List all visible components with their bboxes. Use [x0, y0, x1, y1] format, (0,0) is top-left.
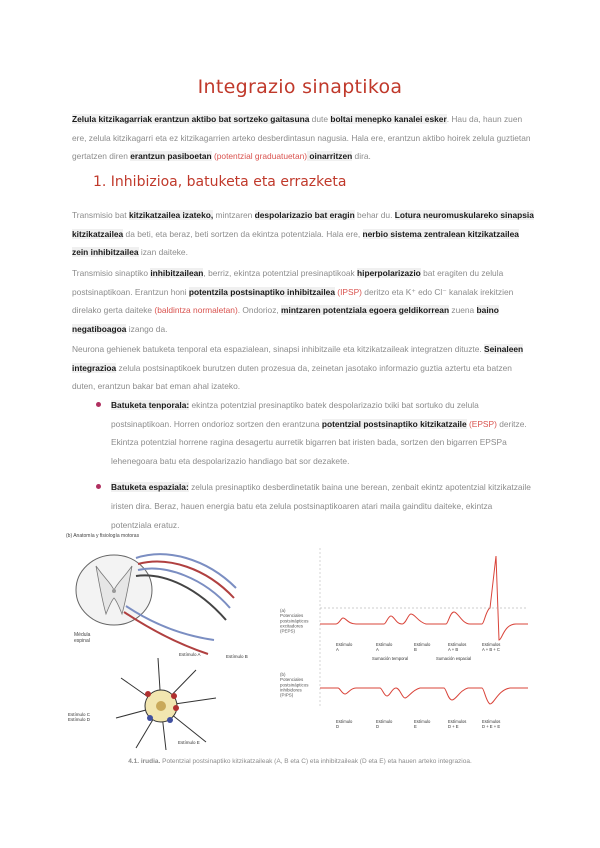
p1-bold-1: kitzikatzailea izateko,: [128, 210, 214, 220]
intro-text-2: . Hau da, haun zuen ere, zelula kitzikagarri eta ez kitzikagarrien arteko desberdintasun nagusia. Hala ere, erantzun aktibo hoirek zelula guztietan gertatzen diren: [72, 114, 531, 162]
bullet-list: [96, 396, 532, 542]
p1-text-3: behar du.: [354, 210, 395, 220]
intro-red: (potentzial graduatuetan): [211, 151, 308, 162]
p2-bold-2: hiperpolarizazio: [357, 268, 421, 278]
bullet-item-spatial: [96, 478, 532, 534]
bullet-1-bold-1: Batuketa tenporala:: [111, 400, 190, 410]
intro-bold-4: oinarritzen: [307, 151, 353, 162]
stim-de-label: Estímulos D + E: [448, 719, 467, 729]
stimulus-b-label: Estímulo B: [226, 654, 248, 659]
stimulus-cd-label: Estímulo C Estímulo D: [68, 712, 91, 723]
stim-d2-label: Estímulo D: [376, 719, 393, 729]
caption-text: Potentzial postsinaptiko kitzikatzaileak (A, B eta C) eta inhibitzaileak (D eta E) eta hauen arteko integrazioa.: [160, 758, 472, 765]
p1-bold-4: nerbio sistema zentralean kitzikatzailea zein inhibitzailea: [72, 228, 519, 258]
stim-a-label: Estímulo A: [336, 642, 353, 652]
bullet-2-bold-1: Batuketa espaziala:: [111, 482, 189, 493]
caption-number: 4.1. irudia.: [128, 758, 161, 765]
p2-text-5: . Ondorioz,: [237, 305, 282, 316]
p2-text-2: , berriz, ekintza potentzial presinaptikoak: [203, 268, 358, 278]
bullet-dot-icon: [96, 402, 101, 407]
intro-bold-1: Zelula kitzikagarriak erantzun aktibo bat sortzeko gaitasuna: [72, 114, 310, 124]
spinal-cord-figure: [66, 528, 276, 754]
sum-temporal-label: Sumación temporal: [372, 656, 409, 661]
p1-bold-3: Lotura neuromuskulareko sinapsia kitzikatzailea: [72, 210, 534, 239]
p2-text-4: deritzo eta K⁺ edo Cl⁻ kanalak irekitzien direlako gerta daiteke: [72, 286, 514, 316]
p1-text-5: izan daiteke.: [138, 247, 188, 258]
bullet-1-red: (EPSP): [466, 418, 497, 429]
ipsp-trace: [320, 688, 528, 704]
stim-b-label: Estímulo B: [414, 642, 431, 652]
stim-abc-label: Estímulos A + B + C: [482, 642, 501, 652]
p2-text-7: izango da.: [126, 323, 168, 334]
intro-text-3: dira.: [352, 151, 371, 162]
stimulus-e-label: Estímulo E: [178, 740, 200, 745]
stim-e-label: Estímulo E: [414, 719, 431, 729]
neuron-illustration: [116, 658, 216, 750]
p2-text-1: Transmisio sinaptiko: [72, 268, 151, 278]
potentials-figure: [276, 528, 530, 754]
intro-text-1: dute: [309, 114, 331, 124]
p2-bold-1: inhibitzailean: [150, 268, 204, 278]
stimulus-a-label: Estímulo A: [179, 652, 201, 657]
stim-ab-label: Estímulos A + B: [448, 642, 467, 652]
intro-bold-2: boltai menepko kanalei esker: [330, 114, 447, 124]
figure-left-top-label: (b) Anatomía y fisiología motoras: [66, 533, 140, 539]
p2-red-2: (baldintza normaletan): [154, 305, 238, 316]
paragraph-3: [72, 340, 534, 396]
sum-spatial-label: Sumación espacial: [436, 656, 472, 661]
bullet-2-text-1: zelula presinaptiko desberdinetatik baina une berean, zenbait ekintz apotentzial kitzikatzaile iristen dira. Beraz, hauen energia batu eta zelula postsinaptikoaren atari maila gainditu daiteke, ekintza potentziala eratuz.: [111, 482, 531, 530]
bullet-1-text-1: ekintza potentzial presinaptiko batek despolarizazio txiki bat sortuko du zelula postsinaptikoan. Horren ondorioz sortzen den erantzuna: [111, 400, 479, 429]
spinal-label: Médula espinal: [74, 632, 91, 644]
p1-text-1: Transmisio bat: [72, 210, 129, 220]
intro-paragraph: [72, 110, 534, 166]
stim-dee-label: Estímulos D + E + E: [482, 719, 501, 729]
paragraph-2: [72, 264, 534, 338]
p2-bold-3: potentzila postsinaptiko inhibitzailea: [188, 286, 335, 297]
p2-bold-5: baino negatiboagoa: [72, 305, 499, 334]
bullet-item-temporal: [96, 396, 532, 470]
paragraph-1: [72, 206, 534, 262]
p1-bold-2: despolarizazio bat eragin: [254, 210, 355, 220]
p2-text-3: bat eragiten du zelula postsinaptikoan. Erantzun honi: [72, 268, 504, 297]
p3-bold-1: Seinaleen integrazioa: [72, 344, 524, 373]
p2-red-1: (IPSP): [334, 286, 362, 297]
intro-bold-3: erantzun pasiboetan: [130, 151, 212, 162]
p3-text-2: zelula postsinaptikoek burutzen duten prozesua da, zeinetan jasotako informazio guztia aztertu eta batzen duten, erantzun bakar bat eman ahal izateko.: [72, 362, 512, 392]
p2-text-6: zuena: [449, 305, 477, 316]
bullet-dot-icon: [96, 484, 101, 489]
p2-bold-4: mintzaren potentziala egoera geldikorrean: [281, 305, 450, 316]
figure-caption: [0, 758, 600, 765]
p1-text-4: da beti, eta beraz, beti sortzen da ekintza potentziala. Hala ere,: [123, 228, 363, 239]
stim-a2-label: Estímulo A: [376, 642, 393, 652]
p1-text-2: mintzaren: [213, 210, 255, 220]
section-heading: 1. Inhibizioa, batuketa eta errazketa: [93, 174, 347, 190]
bullet-1-bold-2: potentzial postsinaptiko kitzikatzaile: [321, 418, 467, 429]
stim-d-label: Estímulo D: [336, 719, 353, 729]
page-title: Integrazio sinaptikoa: [197, 76, 403, 98]
bullet-1-text-2: deritze. Ekintza potentzial horrene ragina desagertu aurretik bigarren bat iristen bada, sortzen den bigarren EPSPa lehenegoara batu eta despolarizazio handiago bat sor dezakete.: [111, 418, 527, 466]
p3-text-1: Neurona gehienek batuketa tenporal eta espazialean, sinapsi inhibitzaile eta kitzikatzaileak integratzen dituzte.: [72, 344, 485, 354]
panel-a-label: (a) Potenciales postsinápticos excitadores (PEPS): [280, 608, 309, 634]
panel-b-label: (b) Potenciales postsinápticos inhibidores (PIPS): [280, 672, 309, 698]
epsp-trace: [320, 556, 528, 640]
